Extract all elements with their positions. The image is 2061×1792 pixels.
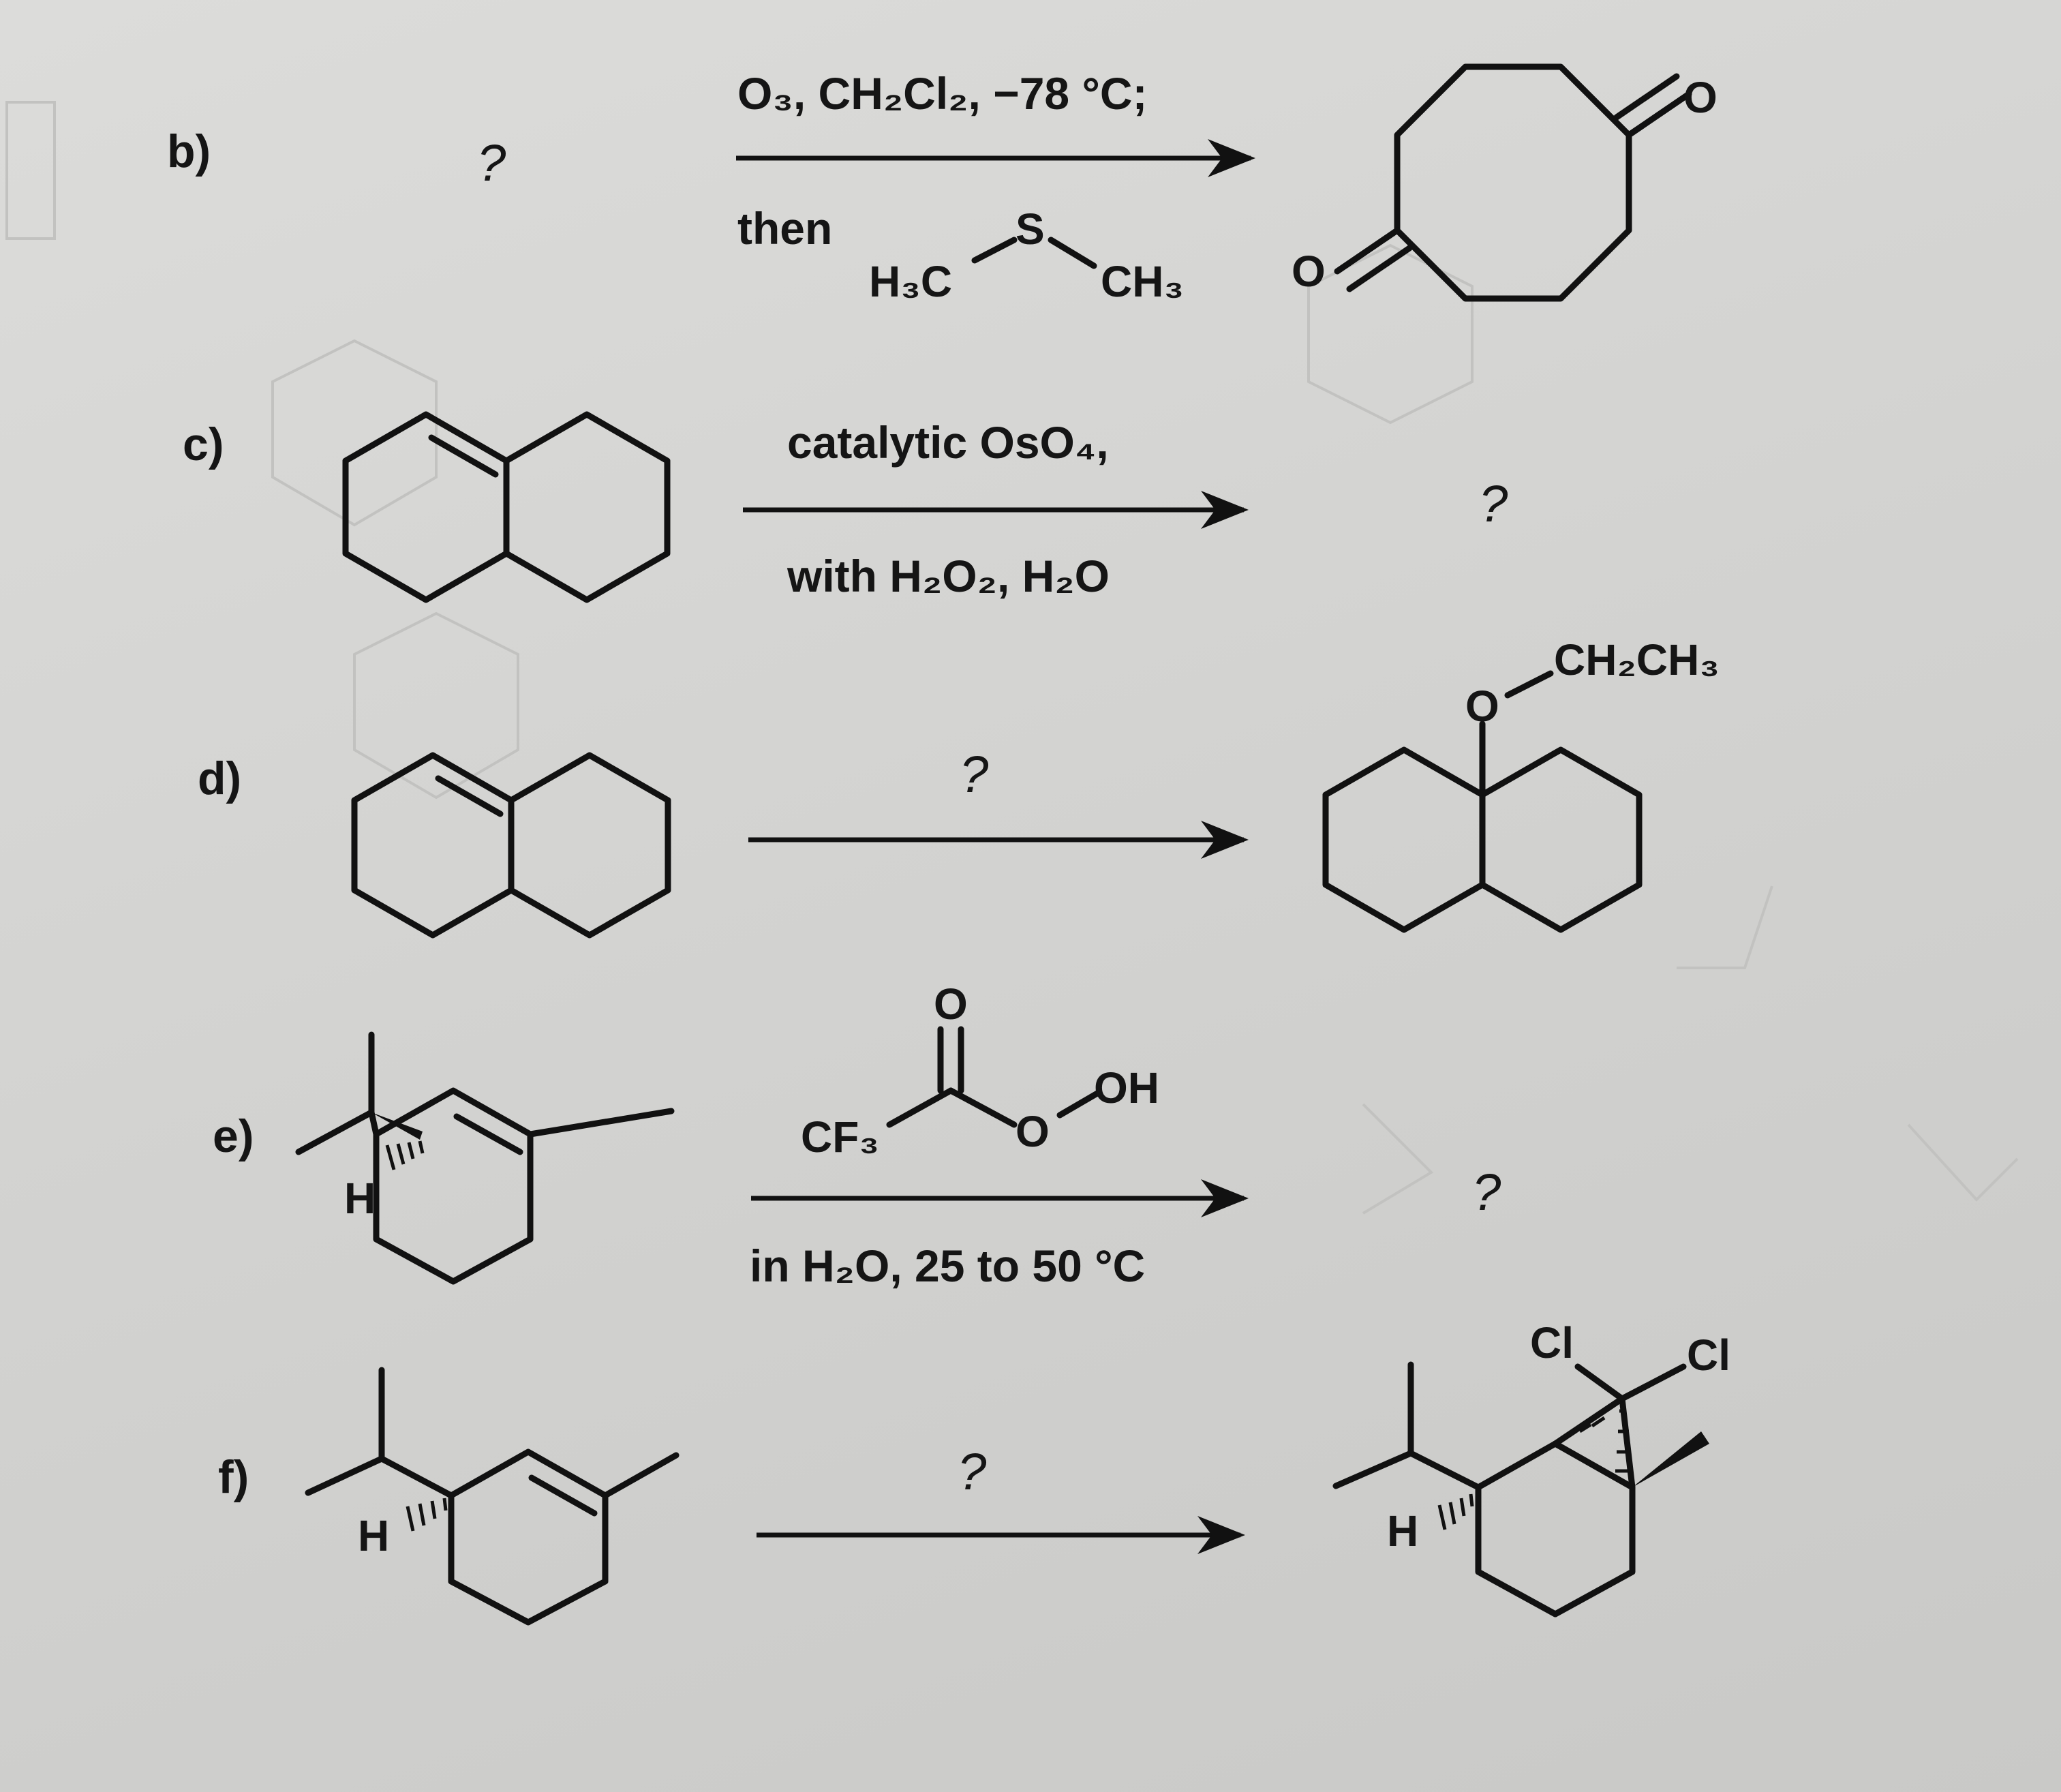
cf3-group-label: CF₃: [801, 1112, 879, 1161]
chlorine-left-label: Cl: [1530, 1318, 1574, 1367]
unknown-product-e: ?: [1472, 1164, 1501, 1221]
menthene-reactant-e: [299, 1035, 671, 1281]
problem-label-e: e): [213, 1110, 254, 1162]
peroxy-oxygen-label: O: [1016, 1107, 1050, 1156]
octahydronaphthalene-reactant-d: [354, 755, 668, 935]
reagent-line2-b: then: [737, 203, 833, 254]
hydroxyl-label: OH: [1094, 1063, 1159, 1112]
problem-label-f: f): [218, 1451, 249, 1503]
octahydronaphthalene-reactant-c: [346, 414, 667, 600]
ether-oxygen-label: O: [1465, 682, 1499, 731]
problem-f: [218, 1318, 1730, 1622]
sulfur-atom-label: S: [1016, 204, 1045, 254]
unknown-reagent-f: ?: [958, 1443, 987, 1501]
hydrogen-label-f: H: [358, 1511, 390, 1560]
chlorine-right-label: Cl: [1687, 1331, 1730, 1380]
reagent-line2-e: in H₂O, 25 to 50 °C: [750, 1241, 1146, 1291]
tfpaa-reagent-structure: [801, 979, 1159, 1161]
problem-d: [198, 635, 1720, 935]
hydrogen-label-e: H: [344, 1174, 376, 1223]
problem-e: [213, 979, 1501, 1291]
dichlorocyclopropane-product: [1336, 1318, 1730, 1614]
reagent-line1-c: catalytic OsO₄,: [787, 417, 1109, 468]
problem-label-c: c): [183, 419, 224, 470]
product-oxygen-left-b: O: [1292, 247, 1326, 296]
problem-label-d: d): [198, 753, 242, 804]
menthene-reactant-f: [308, 1370, 676, 1622]
problem-b: [167, 67, 1718, 306]
unknown-reagent-d: ?: [960, 746, 989, 804]
hydrogen-label-product-f: H: [1387, 1506, 1419, 1555]
problem-label-b: b): [167, 125, 211, 177]
ethyl-group-label: CH₂CH₃: [1554, 635, 1720, 684]
unknown-starting-material-b: ?: [477, 134, 506, 192]
reagent-line1-b: O₃, CH₂Cl₂, −78 °C;: [737, 68, 1148, 119]
methyl-left-label: H₃C: [869, 257, 953, 306]
reagent-line2-c: with H₂O₂, H₂O: [787, 551, 1110, 601]
ethoxy-decalin-product: [1326, 635, 1720, 930]
unknown-product-c: ?: [1479, 475, 1508, 533]
product-oxygen-right-b: O: [1683, 73, 1718, 122]
dimethyl-sulfide-structure: [869, 204, 1184, 306]
methyl-right-label: CH₃: [1101, 257, 1185, 306]
carbonyl-oxygen-label: O: [934, 979, 968, 1029]
